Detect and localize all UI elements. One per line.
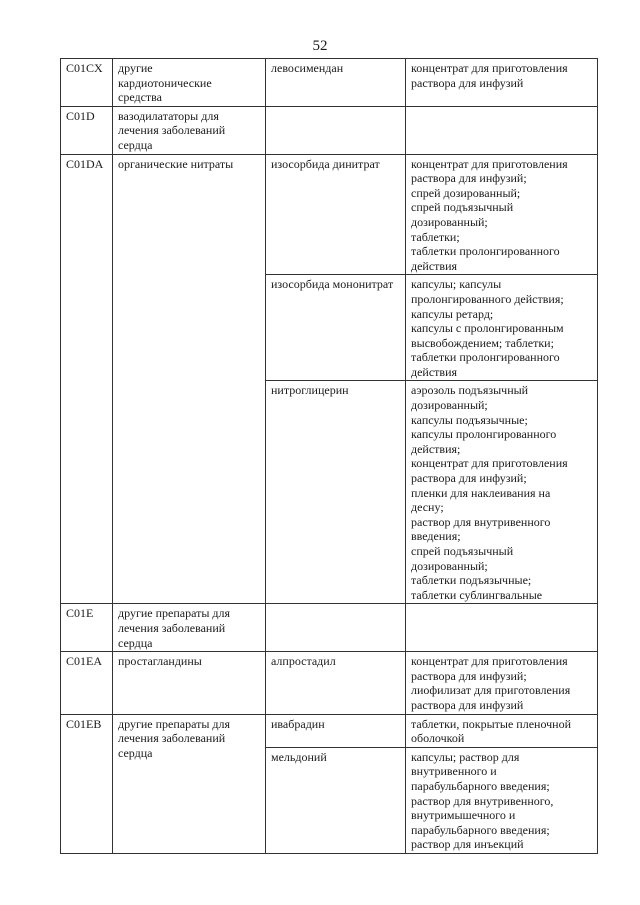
drug-cell <box>266 106 406 154</box>
atc-code-cell: C01DA <box>61 154 113 604</box>
dosage-forms-cell: концентрат для приготовления раствора для инфузий; лиофилизат для приготовления раствора для инфузий <box>406 652 598 714</box>
group-cell: другие препараты для лечения заболеваний сердца <box>113 714 266 853</box>
dosage-forms-cell: концентрат для приготовления раствора для инфузий <box>406 59 598 107</box>
group-cell: другие кардиотонические средства <box>113 59 266 107</box>
dosage-forms-cell: концентрат для приготовления раствора для инфузий; спрей дозированный; спрей подъязычный дозированный; таблетки; таблетки пролонгированного действия <box>406 154 598 275</box>
drug-cell: мельдоний <box>266 747 406 853</box>
dosage-forms-cell: капсулы; раствор для внутривенного и парабульбарного введения; раствор для внутривенного, внутримышечного и парабульбарного введения; раствор для инъекций <box>406 747 598 853</box>
atc-code-cell: C01CX <box>61 59 113 107</box>
group-cell: другие препараты для лечения заболеваний сердца <box>113 604 266 652</box>
drug-cell <box>266 604 406 652</box>
group-cell: вазодилататоры для лечения заболеваний сердца <box>113 106 266 154</box>
drug-cell: изосорбида мононитрат <box>266 275 406 381</box>
table-row <box>61 604 598 652</box>
drug-cell: левосимендан <box>266 59 406 107</box>
table-row <box>61 106 598 154</box>
group-cell: органические нитраты <box>113 154 266 604</box>
dosage-forms-cell <box>406 106 598 154</box>
group-cell: простагландины <box>113 652 266 714</box>
drug-cell: нитроглицерин <box>266 381 406 604</box>
drug-cell: ивабрадин <box>266 714 406 747</box>
dosage-forms-cell <box>406 604 598 652</box>
drug-table <box>60 58 598 854</box>
atc-code-cell: C01EA <box>61 652 113 714</box>
dosage-forms-cell: аэрозоль подъязычный дозированный; капсулы подъязычные; капсулы пролонгированного действия; концентрат для приготовления раствора для инфузий; пленки для наклеивания на десну; раствор для внутривенного введения; спрей подъязычный дозированный; таблетки подъязычные; таблетки сублингвальные <box>406 381 598 604</box>
table-row <box>61 652 598 714</box>
table-row <box>61 154 598 275</box>
dosage-forms-cell: таблетки, покрытые пленочной оболочкой <box>406 714 598 747</box>
drug-cell: алпростадил <box>266 652 406 714</box>
table-row <box>61 714 598 747</box>
dosage-forms-cell: капсулы; капсулы пролонгированного действия; капсулы ретард; капсулы с пролонгированным высвобождением; таблетки; таблетки пролонгированного действия <box>406 275 598 381</box>
page-number: 52 <box>312 38 328 54</box>
table-row <box>61 59 598 107</box>
drug-cell: изосорбида динитрат <box>266 154 406 275</box>
atc-code-cell: C01E <box>61 604 113 652</box>
atc-code-cell: C01EB <box>61 714 113 853</box>
atc-code-cell: C01D <box>61 106 113 154</box>
